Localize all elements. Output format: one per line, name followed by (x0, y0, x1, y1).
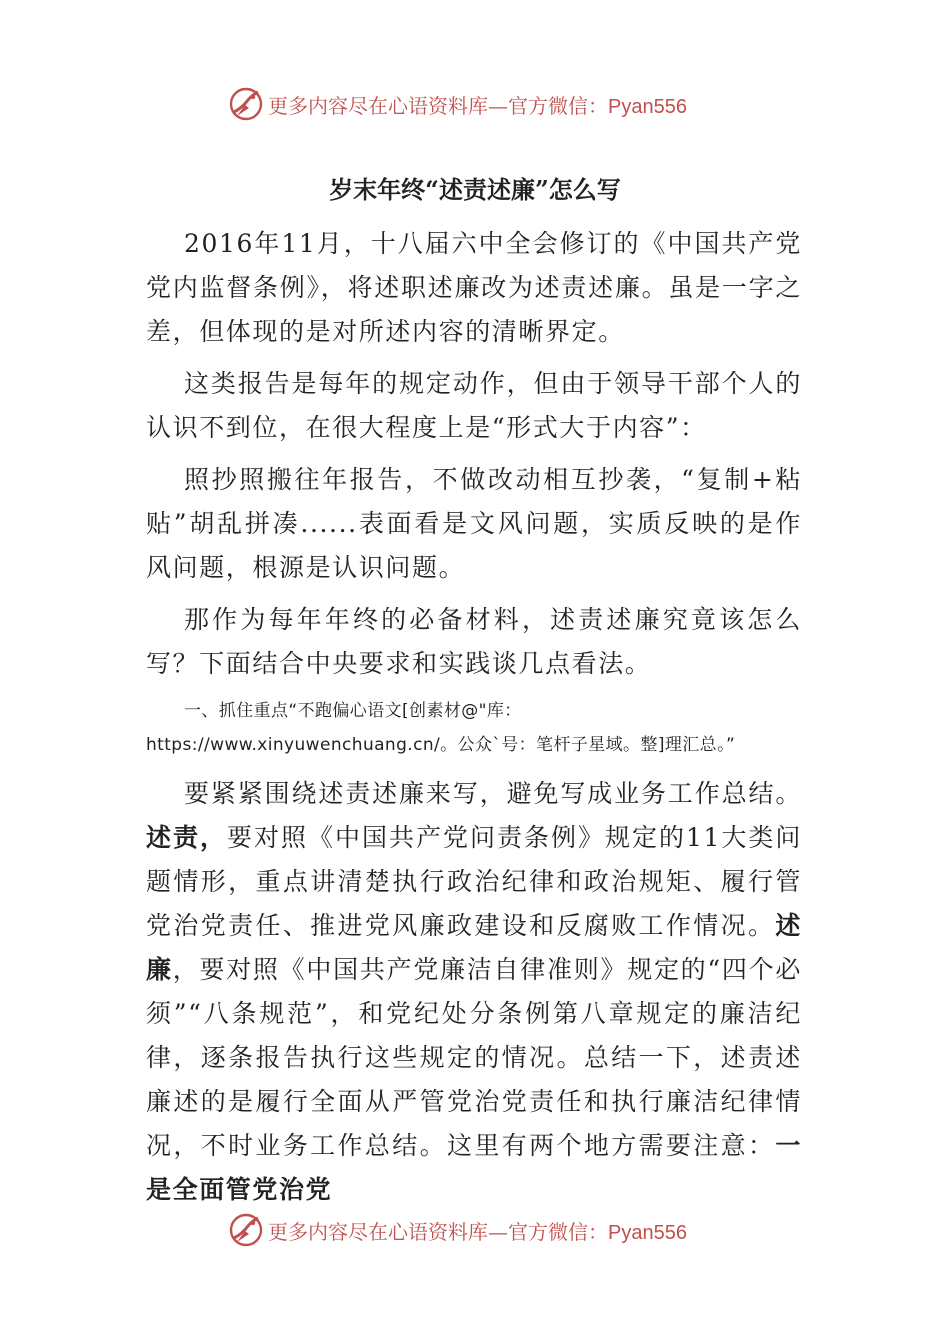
p5-bold-3: 一是全面管党治党 (146, 1131, 802, 1204)
paragraph-4: 那作为每年年终的必备材料，述责述廉究竟该怎么写？下面结合中央要求和实践谈几点看法。 (146, 605, 802, 678)
banner-slogan: 更多内容尽在心语资料库—官方微信： (268, 1219, 608, 1244)
banner-text (268, 1216, 687, 1245)
document-title: 岁末年终“述责述廉”怎么写 (329, 175, 621, 204)
banner-wechat-id: Pyan556 (608, 1221, 687, 1244)
paragraph-3: 照抄照搬往年报告，不做改动相互抄袭，“复制+粘贴”胡乱拼凑......表面看是文风问题，实质反映的是作风问题，根源是认识问题。 (146, 465, 802, 582)
pen-logo-icon (228, 1212, 264, 1248)
pen-logo-icon (228, 86, 264, 122)
p5-text-1: 要紧紧围绕述责述廉来写，避免写成业务工作总结。 (184, 779, 802, 808)
paragraph-2: 这类报告是每年的规定动作，但由于领导干部个人的认识不到位，在很大程度上是“形式大于内容”： (146, 369, 802, 442)
banner-slogan: 更多内容尽在心语资料库—官方微信： (268, 93, 608, 118)
section-heading-1: 一、抓住重点“不跑偏心语文[创素材@"库：https://www.xinyuwenchuang.cn/。公众`号：笔杆子星域。整]理汇总。” (146, 701, 736, 755)
paragraph-1: 2016年11月，十八届六中全会修订的《中国共产党党内监督条例》，将述职述廉改为述责述廉。虽是一字之差，但体现的是对所述内容的清晰界定。 (146, 229, 802, 346)
banner-wechat-id: Pyan556 (608, 95, 687, 118)
footer-banner (0, 1210, 950, 1250)
paragraph-5 (146, 772, 802, 1212)
p5-bold-1: 述责， (146, 823, 227, 852)
document-body (146, 222, 802, 1220)
p5-bold-2: 述廉 (146, 911, 802, 984)
banner-text (268, 90, 687, 119)
p5-text-2: 要对照《中国共产党问责条例》规定的11大类问题情形，重点讲清楚执行政治纪律和政治规矩、履行管党治党责任、推进党风廉政建设和反腐败工作情况。 (146, 823, 802, 940)
p5-text-3: ，要对照《中国共产党廉洁自律准则》规定的“四个必须”“八条规范”，和党纪处分条例第八章规定的廉洁纪律，逐条报告执行这些规定的情况。总结一下，述责述廉述的是履行全面从严管党治党责任和执行廉洁纪律情况，不时业务工作总结。这里有两个地方需要注意： (146, 955, 802, 1160)
header-banner (0, 84, 950, 124)
